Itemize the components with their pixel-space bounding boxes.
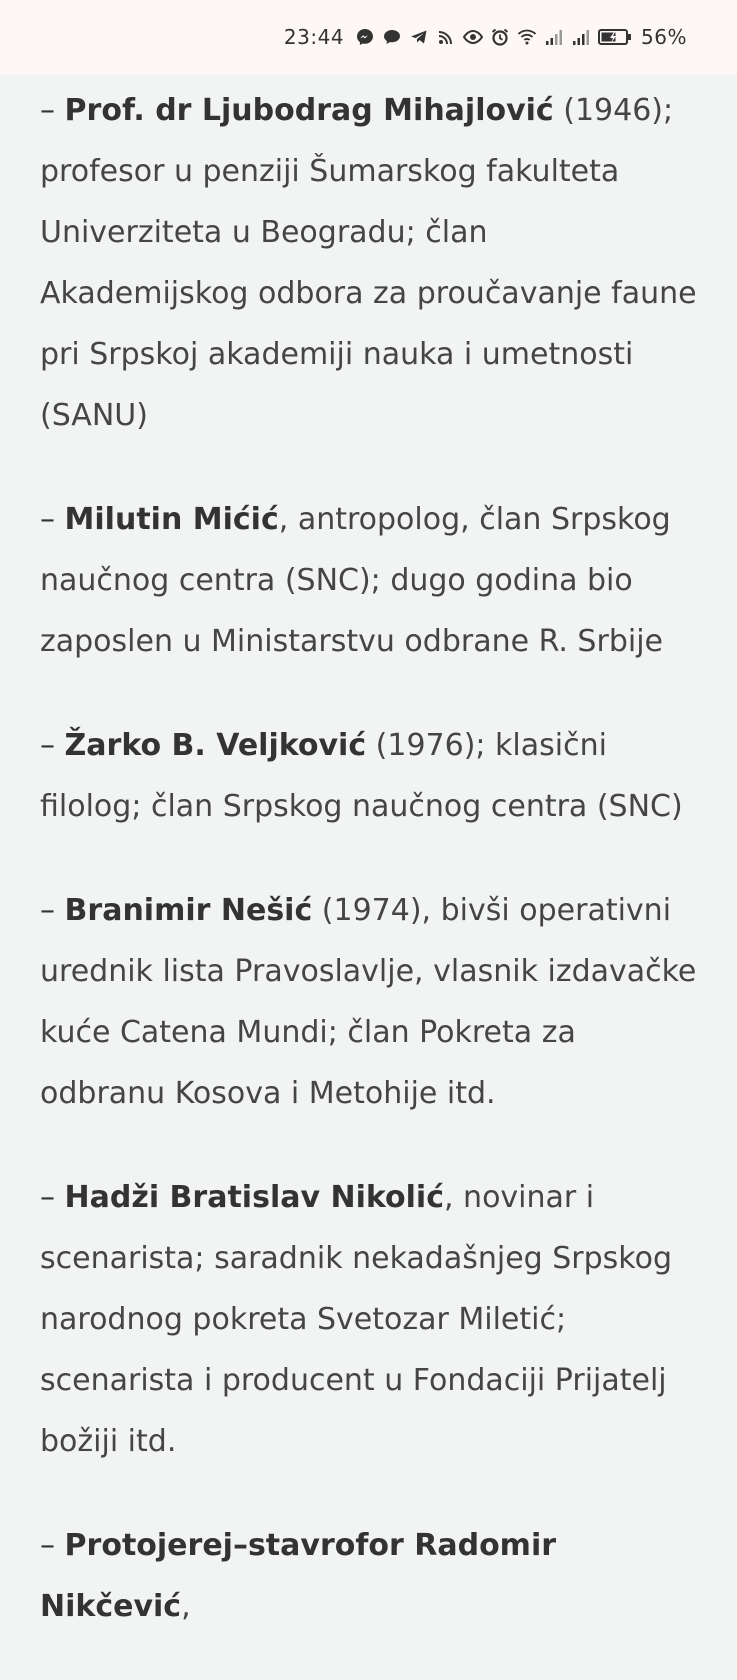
status-bar (0, 0, 737, 74)
member-entry: – Hadži Bratislav Nikolić, novinar i scenarista; saradnik nekadašnjeg Srpskog narodnog pokreta Svetozar Miletić; scenarista i producent u Fondaciji Prijatelj božiji itd. (40, 1180, 672, 1459)
member-description: , (181, 1589, 191, 1624)
telegram-icon (409, 27, 429, 47)
member-name: Protojerej–stavrofor Radomir Nikčević (40, 1528, 557, 1624)
battery-icon (598, 27, 632, 47)
member-description: (1974), bivši operativni urednik lista Pravoslavlje, vlasnik izdavačke kuće Catena Mundi; član Pokreta za odbranu Kosova i Metohije itd. (40, 893, 697, 1111)
member-description: (1976); klasični filolog; član Srpskog naučnog centra (SNC) (40, 728, 683, 824)
member-description: (1946); profesor u penziji Šumarskog fakulteta Univerziteta u Beogradu; član Akademijskog odbora za proučavanje faune pri Srpskoj akademiji nauka i umetnosti (SANU) (40, 93, 697, 433)
member-name: Prof. dr Ljubodrag Mihajlović (64, 93, 554, 128)
wifi-icon (517, 27, 537, 47)
member-entry: – Branimir Nešić (1974), bivši operativni urednik lista Pravoslavlje, vlasnik izdavačke kuće Catena Mundi; član Pokreta za odbranu Kosova i Metohije itd. (40, 893, 697, 1111)
member-entry: – Protojerej–stavrofor Radomir Nikčević, (40, 1528, 557, 1624)
messenger-icon (355, 27, 375, 47)
member-name: Milutin Mićić (64, 502, 279, 537)
signal-icon (571, 27, 591, 47)
signal-icon (544, 27, 564, 47)
article-body (40, 80, 700, 1680)
eye-icon (463, 27, 483, 47)
member-entry: – Žarko B. Veljković (1976); klasični filolog; član Srpskog naučnog centra (SNC) (40, 728, 683, 824)
member-entry: – Milutin Mićić, antropolog, član Srpskog naučnog centra (SNC); dugo godina bio zaposlen u Ministarstvu odbrane R. Srbije (40, 502, 671, 659)
status-time: 23:44 (283, 25, 345, 49)
alarm-icon (490, 27, 510, 47)
member-name: Žarko B. Veljković (64, 728, 367, 763)
member-name: Hadži Bratislav Nikolić (64, 1180, 444, 1215)
chat-bubble-icon (382, 27, 402, 47)
cast-icon (436, 27, 456, 47)
member-description: , antropolog, član Srpskog naučnog centra (SNC); dugo godina bio zaposlen u Ministarstvu odbrane R. Srbije (40, 502, 671, 659)
member-entry: – Prof. dr Ljubodrag Mihajlović (1946); profesor u penziji Šumarskog fakulteta Univerziteta u Beogradu; član Akademijskog odbora za proučavanje faune pri Srpskoj akademiji nauka i umetnosti (SANU) (40, 93, 697, 433)
member-name: Branimir Nešić (64, 893, 313, 928)
member-description: , novinar i scenarista; saradnik nekadašnjeg Srpskog narodnog pokreta Svetozar Miletić; scenarista i producent u Fondaciji Prijatelj božiji itd. (40, 1180, 672, 1459)
battery-percent: 56% (641, 25, 687, 49)
